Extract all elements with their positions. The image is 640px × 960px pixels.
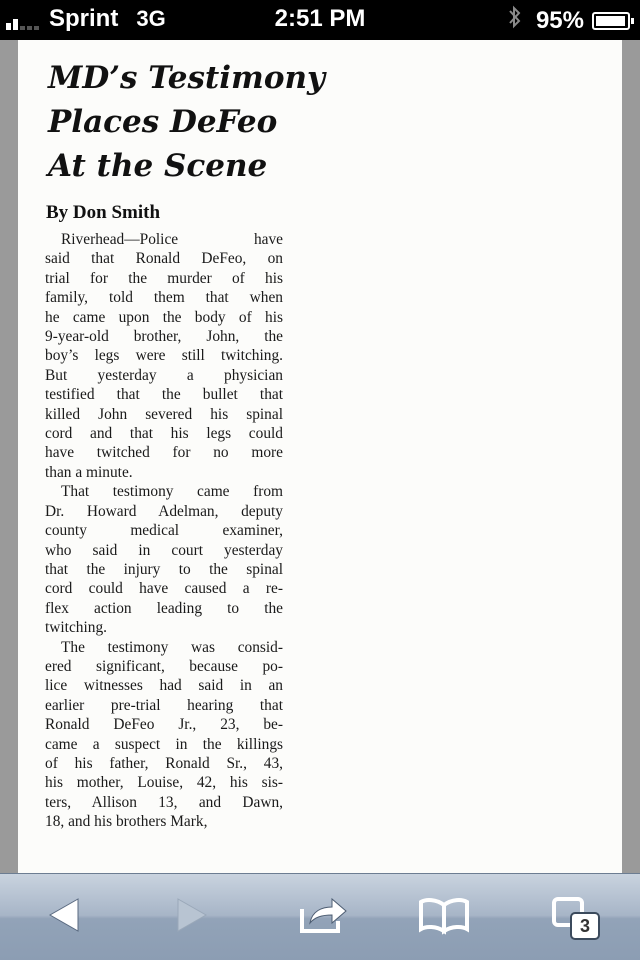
article-line: trial for the murder of his xyxy=(45,269,283,287)
headline-line: At the Scene xyxy=(48,148,268,184)
article-line: cord could have caused a re- xyxy=(45,580,283,598)
article-line: that the injury to the spinal xyxy=(45,560,283,578)
article-line: his mother, Louise, 42, his sis- xyxy=(45,774,283,792)
article-line: boy’s legs were still twitching. xyxy=(45,347,283,365)
article-headline xyxy=(48,56,328,188)
article-line: lice witnesses had said in an xyxy=(45,677,283,695)
article-line: who said in court yesterday xyxy=(45,541,283,559)
article-line: have twitched for no more xyxy=(45,444,283,462)
article-line: 18, and his brothers Mark, xyxy=(45,813,208,831)
article-line: twitching. xyxy=(45,619,107,637)
newspaper-clipping xyxy=(18,40,622,873)
bluetooth-icon xyxy=(508,5,522,36)
headline-line: Places DeFeo xyxy=(48,104,278,140)
article-byline: By Don Smith xyxy=(46,202,161,223)
carrier-name: Sprint xyxy=(49,5,119,32)
tabs-button[interactable] xyxy=(542,892,602,942)
headline-line: MD’s Testimony xyxy=(48,60,326,96)
article-line: flex action leading to the xyxy=(45,599,283,617)
article-line: of his father, Ronald Sr., 43, xyxy=(45,754,283,772)
article-line: ters, Allison 13, and Dawn, xyxy=(45,793,283,811)
bookmarks-button[interactable] xyxy=(414,892,474,942)
battery-percent: 95% xyxy=(535,6,584,34)
article-line: he came upon the body of his xyxy=(45,308,283,326)
article-line: ered significant, because po- xyxy=(45,657,283,675)
status-bar xyxy=(0,0,640,40)
article-line: Ronald DeFeo Jr., 23, be- xyxy=(45,716,283,734)
article-line: 9-year-old brother, John, the xyxy=(45,328,283,346)
article-line: said that Ronald DeFeo, on xyxy=(45,250,283,268)
article-line: testified that the bullet that xyxy=(45,386,283,404)
article-line: cord and that his legs could xyxy=(45,425,283,443)
forward-button[interactable] xyxy=(162,892,222,942)
article-line: The testimony was consid- xyxy=(61,638,283,656)
forward-arrow-icon xyxy=(174,895,210,940)
article-line: family, told them that when xyxy=(45,289,283,307)
article-line: than a minute. xyxy=(45,463,133,481)
battery-icon xyxy=(592,12,630,30)
bookmarks-icon xyxy=(418,895,470,940)
article-line: county medical examiner, xyxy=(45,522,283,540)
article-line: earlier pre-trial hearing that xyxy=(45,696,283,714)
article-body xyxy=(45,230,283,832)
battery-fill xyxy=(596,16,625,26)
article-line: Dr. Howard Adelman, deputy xyxy=(45,502,283,520)
article-line: That testimony came from xyxy=(61,483,283,501)
article-line: killed John severed his spinal xyxy=(45,405,283,423)
tab-count-badge: 3 xyxy=(570,912,600,940)
status-time: 2:51 PM xyxy=(274,5,366,32)
status-right xyxy=(508,5,630,36)
safari-toolbar xyxy=(0,873,640,960)
back-button[interactable] xyxy=(34,892,94,942)
network-type: 3G xyxy=(136,6,166,31)
article-line: But yesterday a physician xyxy=(45,366,283,384)
back-arrow-icon xyxy=(46,895,82,940)
article-line: Riverhead—Police have xyxy=(61,231,283,248)
share-button[interactable] xyxy=(294,892,354,942)
web-viewport[interactable] xyxy=(0,40,640,873)
article-line: came a suspect in the killings xyxy=(45,735,283,753)
share-icon xyxy=(298,895,350,940)
